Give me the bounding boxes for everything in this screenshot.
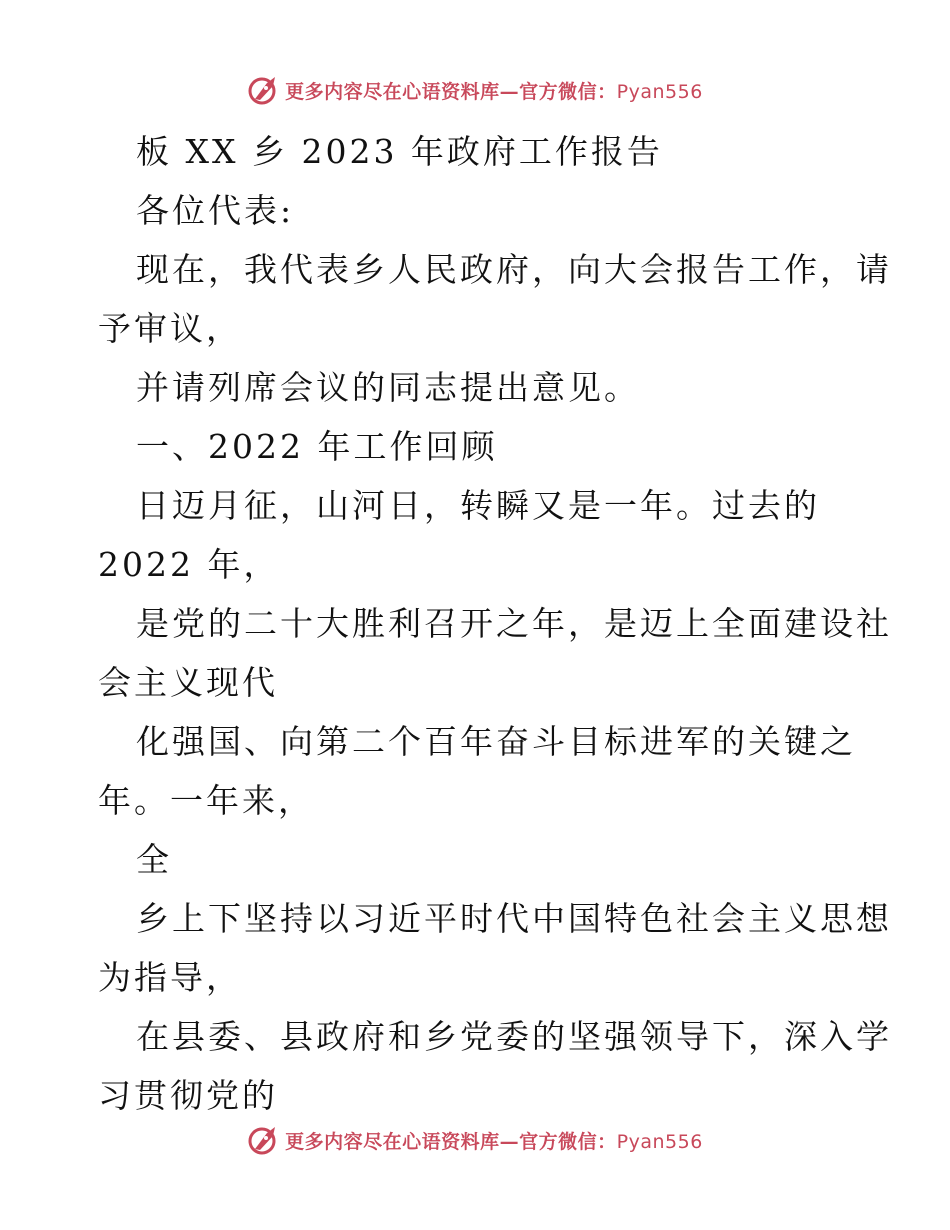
watermark-text: 更多内容尽在心语资料库—官方微信：Pyan556: [285, 80, 703, 103]
text-line: 乡上下坚持以习近平时代中国特色社会主义思想: [136, 899, 892, 938]
text-line: 并请列席会议的同志提出意见。: [136, 368, 640, 407]
text-line: 化强国、向第二个百年奋斗目标进军的关键之: [136, 722, 856, 761]
text-line: 会主义现代: [98, 663, 278, 702]
text-line: 现在，我代表乡人民政府，向大会报告工作，请: [136, 250, 892, 289]
pen-nib-logo-icon: [247, 1123, 281, 1157]
text-line: 全: [136, 840, 172, 879]
watermark-text: 更多内容尽在心语资料库—官方微信：Pyan556: [285, 1130, 703, 1153]
pen-nib-logo-icon: [247, 73, 281, 107]
text-line: 为指导，: [98, 958, 242, 997]
text-line: 2022 年，: [98, 545, 280, 584]
text-line: 是党的二十大胜利召开之年，是迈上全面建设社: [136, 604, 892, 643]
text-line: 习贯彻党的: [98, 1076, 278, 1115]
wechat-id: Pyan556: [616, 1130, 703, 1153]
text-line: 年。一年来，: [98, 781, 314, 820]
watermark-footer: [0, 1120, 950, 1160]
text-line: 在县委、县政府和乡党委的坚强领导下，深入学: [136, 1017, 892, 1056]
wechat-id: Pyan556: [616, 80, 703, 103]
document-body: [98, 122, 892, 1125]
text-line: 一、2022 年工作回顾: [136, 427, 498, 466]
text-line: 予审议，: [98, 309, 242, 348]
watermark-header: [0, 70, 950, 110]
text-line: 各位代表:: [136, 191, 295, 230]
text-line: 板 XX 乡 2023 年政府工作报告: [136, 132, 663, 171]
text-line: 日迈月征，山河日，转瞬又是一年。过去的: [136, 486, 820, 525]
